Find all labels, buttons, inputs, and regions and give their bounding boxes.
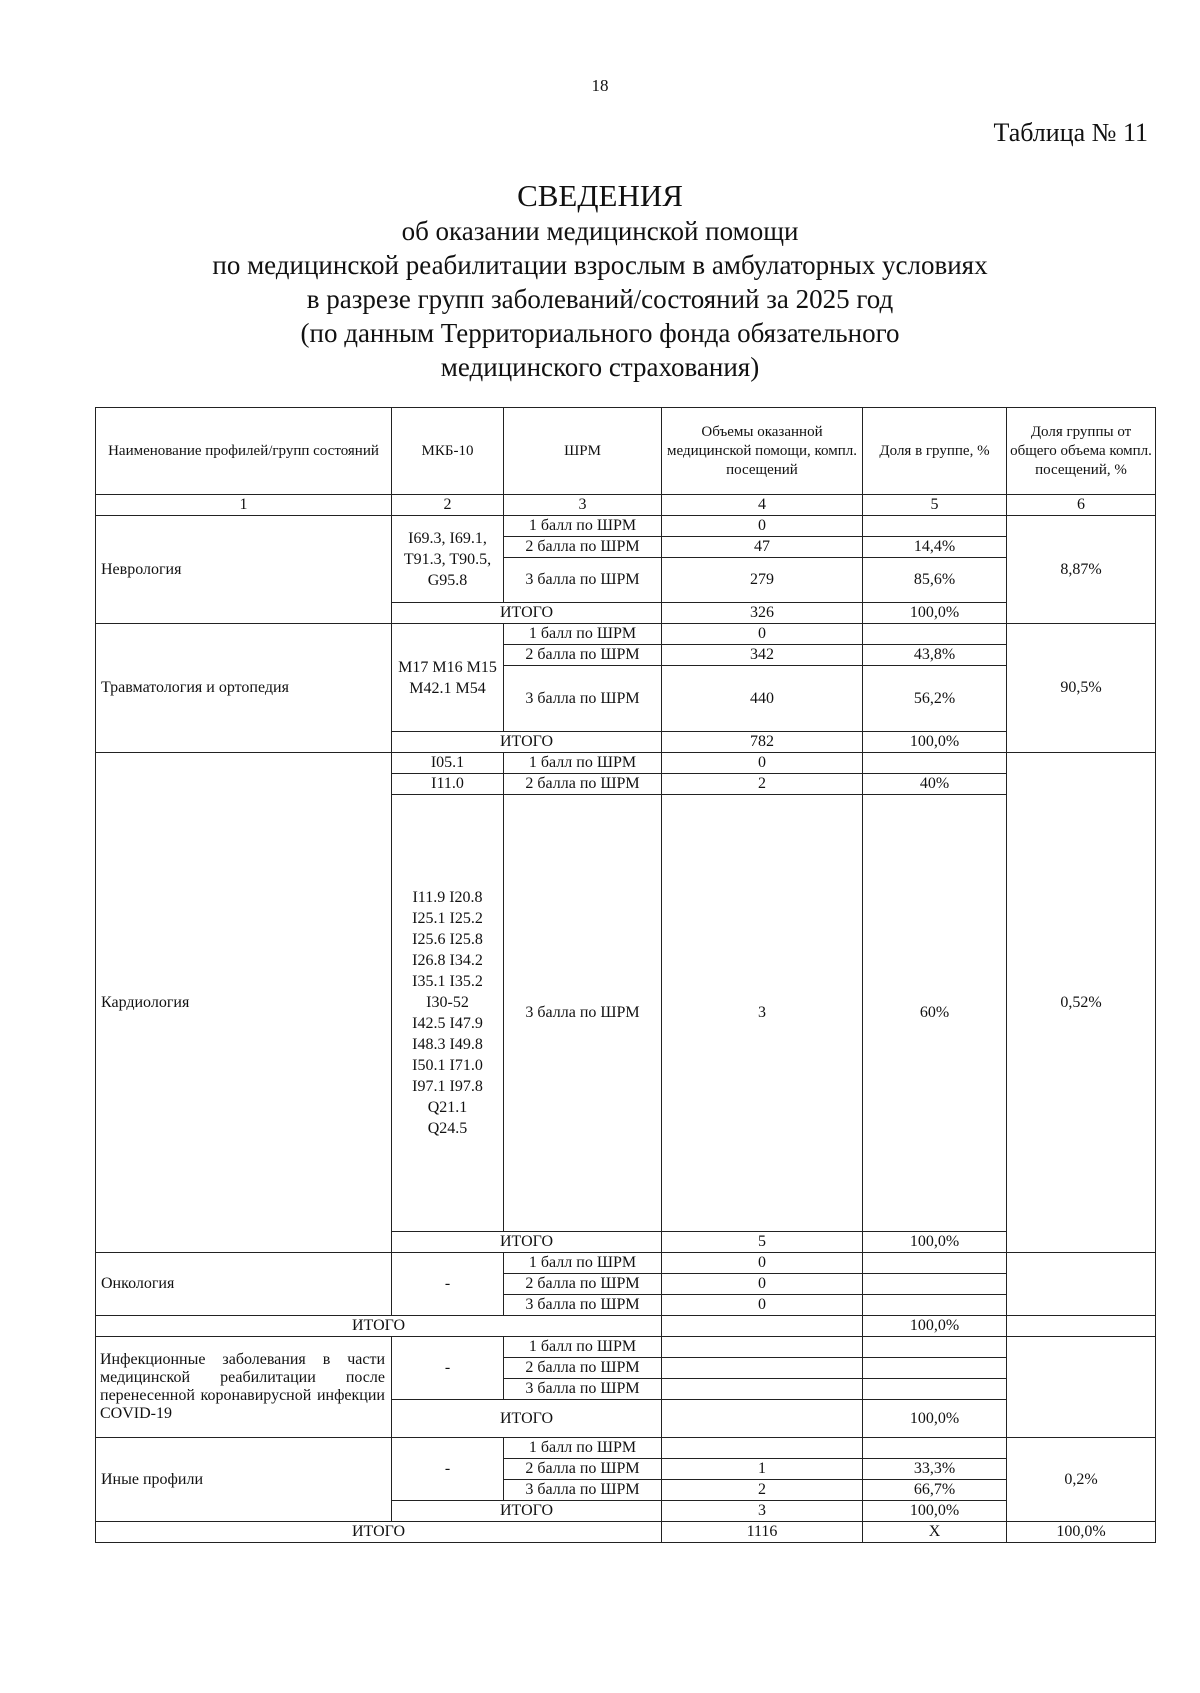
volume-value: [662, 1438, 863, 1459]
shrm-score: 2 балла по ШРМ: [504, 774, 662, 795]
volume-value: 0: [662, 753, 863, 774]
group-name: Иные профили: [96, 1438, 392, 1522]
volume-value: [662, 1379, 863, 1400]
column-header-group-share: Доля группы от общего объема компл. посещений, %: [1007, 408, 1156, 495]
table-row: [96, 1337, 1156, 1358]
shrm-score: 2 балла по ШРМ: [504, 537, 662, 558]
share-in-group: 33,3%: [863, 1459, 1007, 1480]
volume-value: [662, 1337, 863, 1358]
volume-value: 0: [662, 1274, 863, 1295]
column-number: 1: [96, 495, 392, 516]
icd-code: I05.1: [392, 753, 504, 774]
share-in-group: [863, 624, 1007, 645]
column-number-row: [96, 495, 1156, 516]
shrm-score: 1 балл по ШРМ: [504, 516, 662, 537]
table-row: [96, 516, 1156, 537]
column-header-icd: МКБ-10: [392, 408, 504, 495]
share-in-group: [863, 1274, 1007, 1295]
share-in-group: 85,6%: [863, 558, 1007, 603]
shrm-score: 3 балла по ШРМ: [504, 795, 662, 1232]
column-header-shrm: ШРМ: [504, 408, 662, 495]
heading-title: СВЕДЕНИЯ: [517, 178, 683, 213]
volume-value: 47: [662, 537, 863, 558]
shrm-score: 1 балл по ШРМ: [504, 624, 662, 645]
heading-line: медицинского страхования): [440, 352, 760, 382]
share-in-group: [863, 1358, 1007, 1379]
table-row: [96, 624, 1156, 645]
group-name: Неврология: [96, 516, 392, 624]
rehabilitation-table: [95, 407, 1156, 1543]
icd-codes: I69.3, I69.1, T91.3, T90.5, G95.8: [392, 516, 504, 603]
share-in-group: 66,7%: [863, 1480, 1007, 1501]
icd-codes: I11.9 I20.8 I25.1 I25.2 I25.6 I25.8 I26.8 I34.2 I35.1 I35.2 I30-52 I42.5 I47.9 I48.3 I49.8 I50.1 I71.0 I97.1 I97.8 Q21.1 Q24.5: [392, 795, 504, 1232]
total-label: ИТОГО: [392, 1400, 662, 1438]
total-label: ИТОГО: [392, 1232, 662, 1253]
table-row: [96, 1253, 1156, 1274]
heading-line: (по данным Территориального фонда обязательного: [300, 318, 900, 348]
total-volume: [662, 1316, 863, 1337]
column-header-share-in-group: Доля в группе, %: [863, 408, 1007, 495]
shrm-score: 2 балла по ШРМ: [504, 1274, 662, 1295]
group-name: Кардиология: [96, 753, 392, 1253]
group-share: 90,5%: [1007, 624, 1156, 753]
shrm-score: 2 балла по ШРМ: [504, 1459, 662, 1480]
volume-value: [662, 1358, 863, 1379]
icd-codes: -: [392, 1253, 504, 1316]
grand-total-volume: 1116: [662, 1522, 863, 1543]
share-in-group: [863, 1253, 1007, 1274]
total-volume: 326: [662, 603, 863, 624]
icd-codes: -: [392, 1337, 504, 1400]
volume-value: 3: [662, 795, 863, 1232]
grand-total-group-share: 100,0%: [1007, 1522, 1156, 1543]
shrm-score: 3 балла по ШРМ: [504, 666, 662, 732]
volume-value: 342: [662, 645, 863, 666]
total-label: ИТОГО: [392, 603, 662, 624]
column-header-name: Наименование профилей/групп состояний: [96, 408, 392, 495]
group-name: Онкология: [96, 1253, 392, 1316]
shrm-score: 1 балл по ШРМ: [504, 1337, 662, 1358]
share-in-group: [863, 516, 1007, 537]
total-row: [96, 1316, 1156, 1337]
share-in-group: [863, 753, 1007, 774]
document-heading: [0, 178, 1200, 384]
share-in-group: 40%: [863, 774, 1007, 795]
group-share: [1007, 1253, 1156, 1316]
group-share: [1007, 1316, 1156, 1337]
total-volume: 782: [662, 732, 863, 753]
shrm-score: 1 балл по ШРМ: [504, 753, 662, 774]
total-share: 100,0%: [863, 1316, 1007, 1337]
grand-total-label: ИТОГО: [96, 1522, 662, 1543]
column-number: 4: [662, 495, 863, 516]
share-in-group: 60%: [863, 795, 1007, 1232]
share-in-group: [863, 1438, 1007, 1459]
table-label: Таблица № 11: [993, 118, 1148, 147]
shrm-score: 3 балла по ШРМ: [504, 1379, 662, 1400]
group-name: Инфекционные заболевания в части медицинской реабилитации после перенесенной коронавирусной инфекции COVID-19: [96, 1337, 392, 1438]
volume-value: 0: [662, 516, 863, 537]
shrm-score: 2 балла по ШРМ: [504, 645, 662, 666]
table-header-row: [96, 408, 1156, 495]
volume-value: 0: [662, 1253, 863, 1274]
shrm-score: 2 балла по ШРМ: [504, 1358, 662, 1379]
shrm-score: 1 балл по ШРМ: [504, 1253, 662, 1274]
volume-value: 440: [662, 666, 863, 732]
column-number: 3: [504, 495, 662, 516]
total-volume: 3: [662, 1501, 863, 1522]
group-share: 0,2%: [1007, 1438, 1156, 1522]
shrm-score: 1 балл по ШРМ: [504, 1438, 662, 1459]
volume-value: 2: [662, 1480, 863, 1501]
total-volume: 5: [662, 1232, 863, 1253]
grand-total-row: [96, 1522, 1156, 1543]
total-volume: [662, 1400, 863, 1438]
heading-line: в разрезе групп заболеваний/состояний за 2025 год: [306, 284, 894, 314]
share-in-group: [863, 1295, 1007, 1316]
column-number: 5: [863, 495, 1007, 516]
grand-total-share: X: [863, 1522, 1007, 1543]
total-label: ИТОГО: [392, 732, 662, 753]
group-name: Травматология и ортопедия: [96, 624, 392, 753]
share-in-group: [863, 1379, 1007, 1400]
table-row: [96, 753, 1156, 774]
share-in-group: [863, 1337, 1007, 1358]
shrm-score: 3 балла по ШРМ: [504, 1480, 662, 1501]
share-in-group: 14,4%: [863, 537, 1007, 558]
shrm-score: 3 балла по ШРМ: [504, 558, 662, 603]
volume-value: 1: [662, 1459, 863, 1480]
total-share: 100,0%: [863, 1501, 1007, 1522]
shrm-score: 3 балла по ШРМ: [504, 1295, 662, 1316]
page-number: 18: [591, 76, 609, 95]
icd-codes: -: [392, 1438, 504, 1501]
column-number: 6: [1007, 495, 1156, 516]
icd-codes: M17 M16 M15 M42.1 M54: [392, 624, 504, 732]
total-share: 100,0%: [863, 732, 1007, 753]
volume-value: 0: [662, 624, 863, 645]
table-row: [96, 1438, 1156, 1459]
group-share: 8,87%: [1007, 516, 1156, 624]
volume-value: 2: [662, 774, 863, 795]
column-number: 2: [392, 495, 504, 516]
total-label: ИТОГО: [96, 1316, 662, 1337]
group-share: [1007, 1337, 1156, 1438]
column-header-volume: Объемы оказанной медицинской помощи, компл. посещений: [662, 408, 863, 495]
share-in-group: 43,8%: [863, 645, 1007, 666]
heading-line: об оказании медицинской помощи: [401, 216, 799, 246]
share-in-group: 56,2%: [863, 666, 1007, 732]
volume-value: 0: [662, 1295, 863, 1316]
total-label: ИТОГО: [392, 1501, 662, 1522]
total-share: 100,0%: [863, 1400, 1007, 1438]
total-share: 100,0%: [863, 1232, 1007, 1253]
total-share: 100,0%: [863, 603, 1007, 624]
icd-code: I11.0: [392, 774, 504, 795]
heading-line: по медицинской реабилитации взрослым в амбулаторных условиях: [212, 250, 988, 280]
group-share: 0,52%: [1007, 753, 1156, 1253]
volume-value: 279: [662, 558, 863, 603]
